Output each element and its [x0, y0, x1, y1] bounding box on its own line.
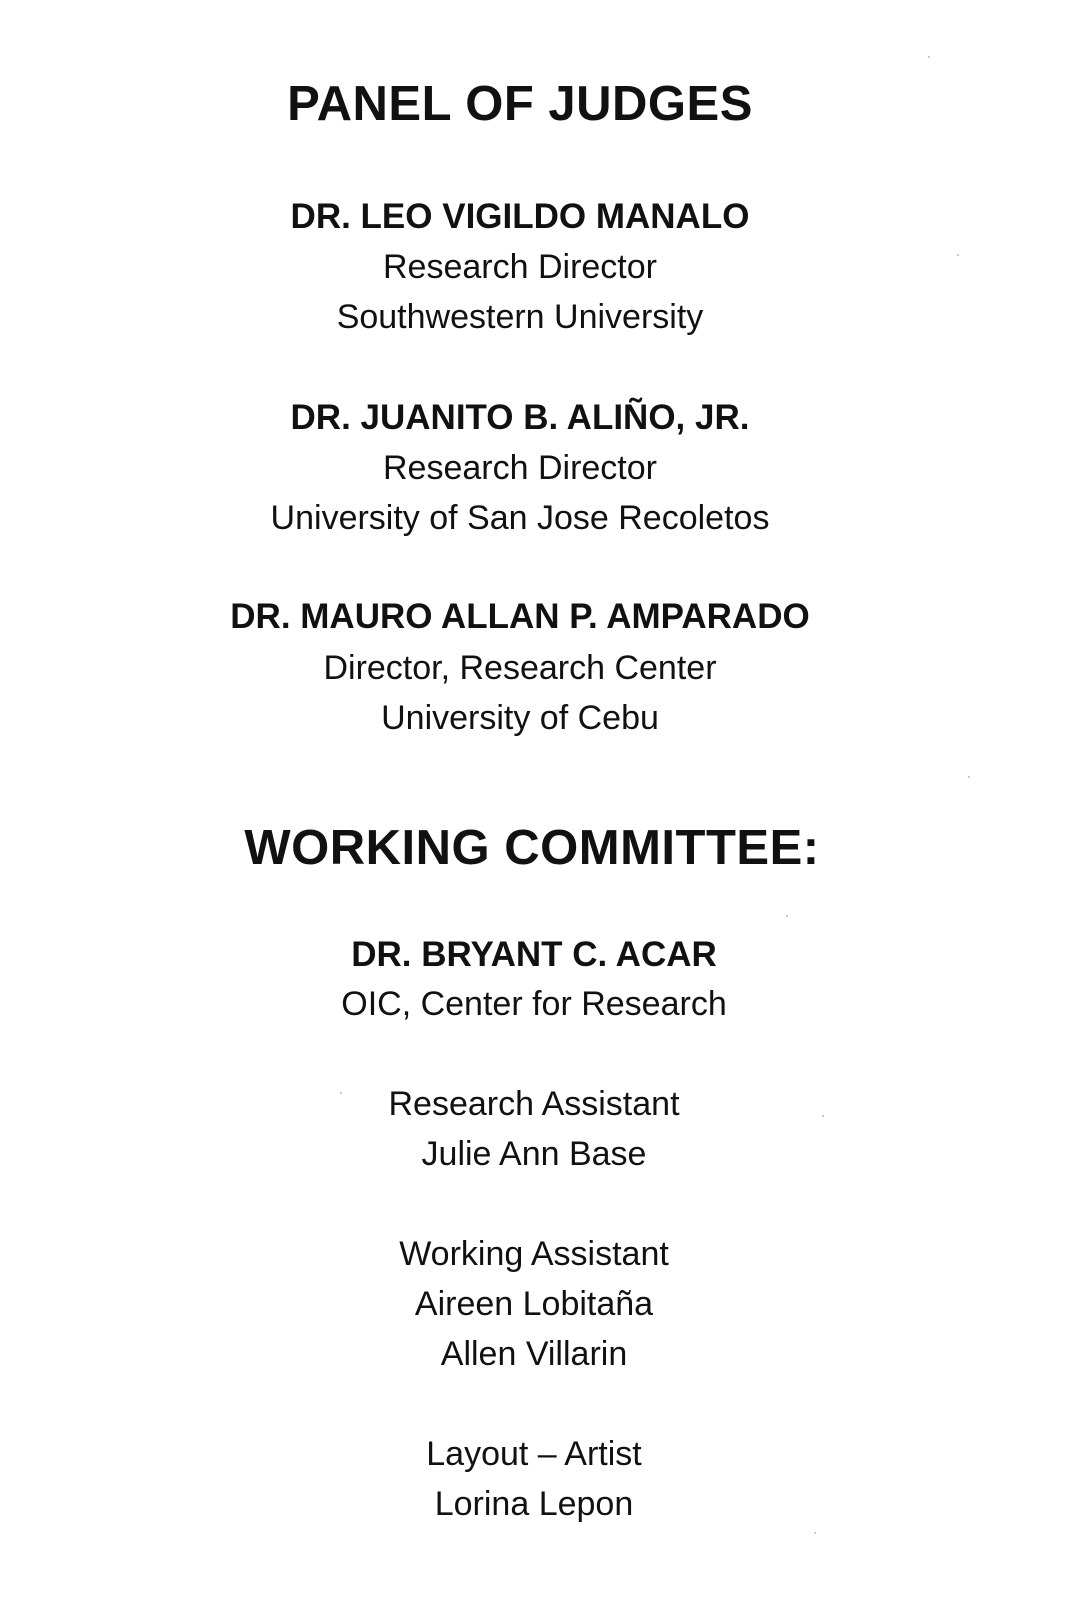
judge-3-name: DR. MAURO ALLAN P. AMPARADO: [230, 597, 810, 636]
judge-1-institution: Southwestern University: [336, 298, 704, 336]
judge-2-name: DR. JUANITO B. ALIÑO, JR.: [290, 398, 750, 437]
committee-head-name: DR. BRYANT C. ACAR: [351, 935, 717, 974]
working-committee-heading: WORKING COMMITTEE:: [244, 821, 820, 875]
layout-artist-member: Lorina Lepon: [434, 1485, 634, 1523]
scan-speck: [786, 915, 788, 917]
committee-head-position: OIC, Center for Research: [341, 985, 727, 1023]
judge-3-position: Director, Research Center: [323, 649, 717, 687]
working-assistant-member: Allen Villarin: [440, 1335, 628, 1373]
panel-of-judges-heading: PANEL OF JUDGES: [287, 77, 753, 131]
judge-2-position: Research Director: [383, 449, 657, 487]
scan-speck: [957, 254, 959, 256]
judge-2-institution: University of San Jose Recoletos: [270, 499, 770, 537]
working-assistant-role: Working Assistant: [399, 1235, 669, 1273]
research-assistant-role: Research Assistant: [388, 1085, 680, 1123]
judge-1-name: DR. LEO VIGILDO MANALO: [290, 197, 750, 236]
working-assistant-member: Aireen Lobitaña: [414, 1285, 654, 1323]
scan-speck: [822, 1115, 824, 1117]
layout-artist-role: Layout – Artist: [426, 1435, 642, 1473]
scan-speck: [968, 776, 970, 778]
scan-speck: [814, 1532, 816, 1534]
research-assistant-member: Julie Ann Base: [421, 1135, 647, 1173]
judge-3-institution: University of Cebu: [381, 699, 659, 737]
scan-speck: [340, 1092, 342, 1094]
judge-1-position: Research Director: [383, 248, 657, 286]
scan-speck: [928, 56, 930, 58]
